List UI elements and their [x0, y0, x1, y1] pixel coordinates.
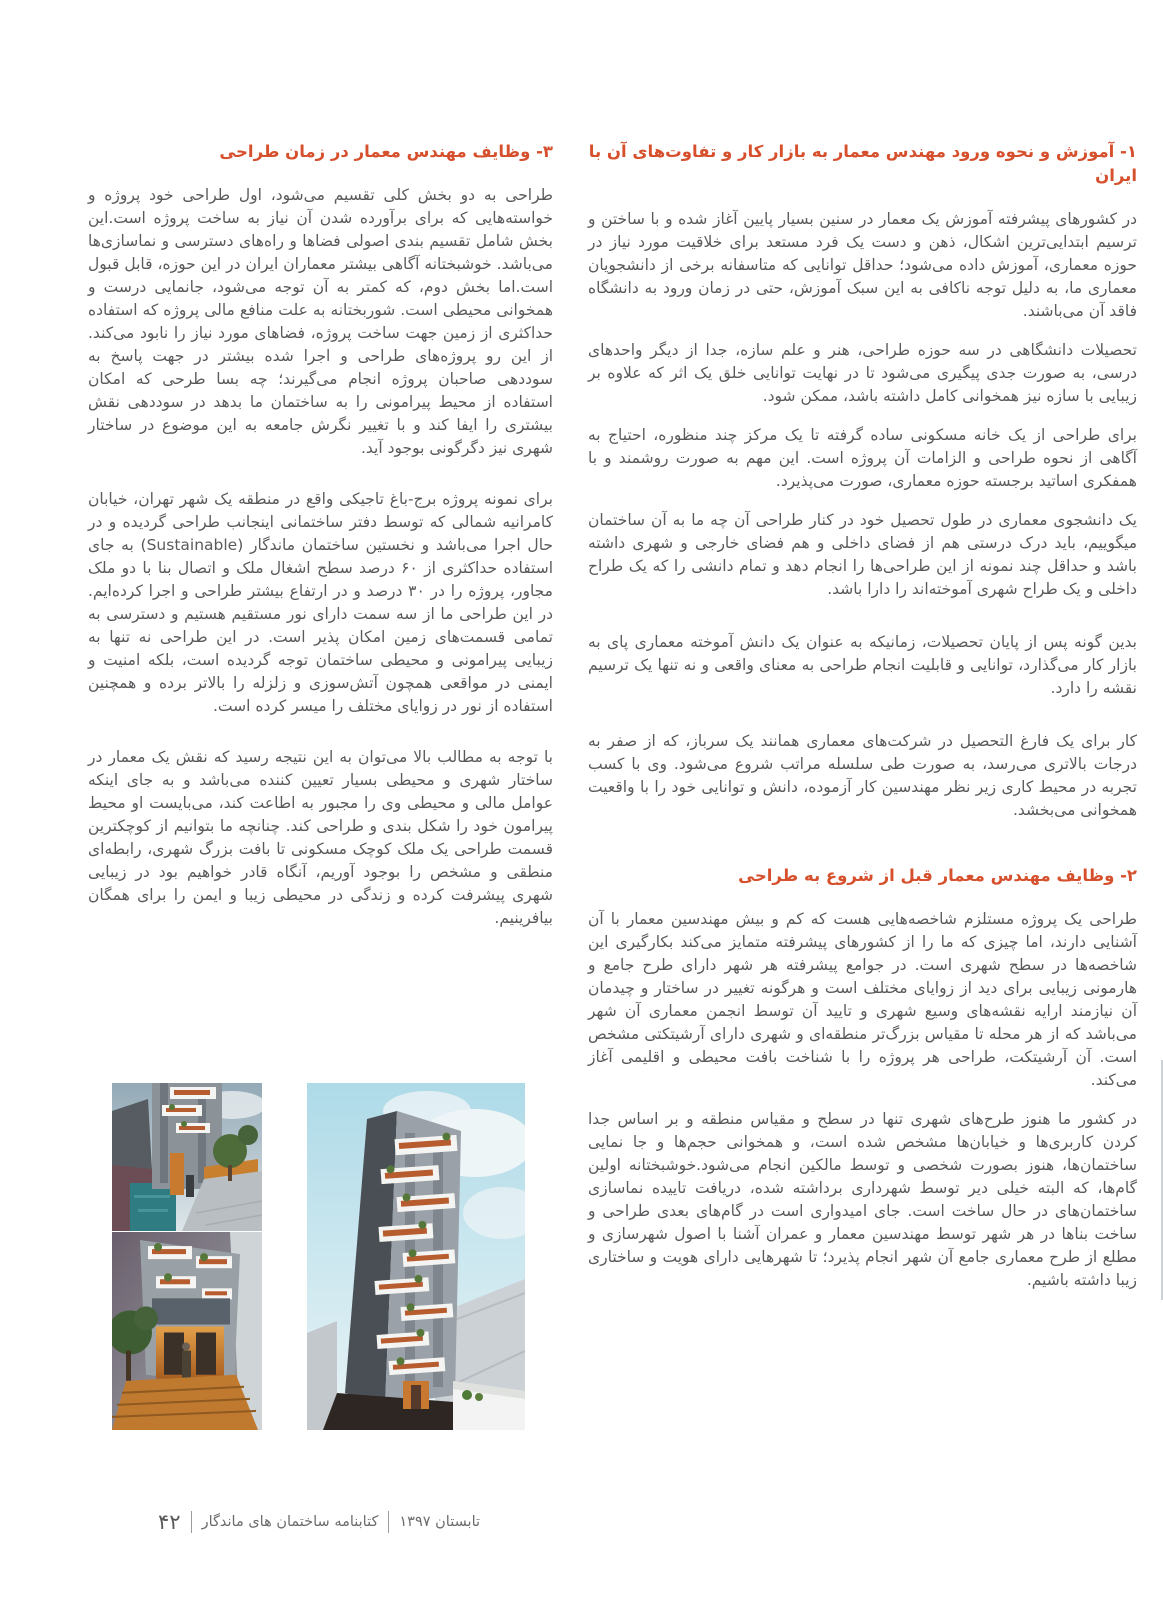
section-3-heading: ۳- وظایف مهندس معمار در زمان طراحی	[219, 142, 553, 161]
page-footer	[158, 1510, 480, 1534]
section-1-paragraph: در کشورهای پیشرفته آموزش یک معمار در سنین بسیار پایین آغاز شده و با ساختن و ترسیم ابتدایی‌ترین اشکال، ذهن و دست یک فرد مستعد برای خلاقیت مورد نیاز در حوزه معماری، آموزش داده می‌شود؛ حداقل توانایی که متاسفانه برخی از دانشجویان معماری ما، به دلیل توجه ناکافی به این سبک آموزش، حتی در زمان ورود به دانشگاه فاقد آن می‌باشند.	[588, 210, 1137, 320]
section-1-paragraph: تحصیلات دانشگاهی در سه حوزه طراحی، هنر و علم سازه، جدا از دیگر واحدهای درسی، به صورت جدی پیگیری می‌شود تا در نهایت توانایی خلق یک اثر که علاوه بر زیبایی با سازه نیز همخوانی کامل داشته باشد، ممکن شود.	[588, 341, 1137, 405]
footer-book-title: کتابنامه ساختمان های ماندگار	[201, 1514, 379, 1530]
footer-page-number: ۴۲	[158, 1510, 181, 1534]
figure-group	[88, 1083, 553, 1430]
tower-garden-full-building-render-image	[307, 1083, 525, 1430]
section-1-paragraph: بدین گونه پس از پایان تحصیلات، زمانیکه به عنوان یک دانش آموخته معماری پای به بازار کار می‌گذارد، توانایی و قابلیت انجام طراحی به معنای واقعی و نه تنها یک ترسیم نقشه را دارد.	[588, 633, 1137, 697]
tower-garden-facade-stairs-render-image	[112, 1232, 262, 1430]
column-left	[88, 140, 553, 958]
section-3-paragraph: برای نمونه پروژه برج-باغ تاجیکی واقع در منطقه یک شهر تهران، خیابان کامرانیه شمالی که توسط دفتر ساختمانی اینجانب طراحی گردیده و در حال اجرا می‌باشد و نخستین ساختمان ماندگار (Sustainable) به جای استفاده حداکثری از ۶۰ درصد سطح اشغال ملک و اتصال بنا با دو ملک مجاور، پروژه را در ۳۰ درصد و در ارتفاع بیشتر طراحی و اجرا کرده‌ایم. در این طراحی ما از سه سمت دارای نور مستقیم هستیم و دسترسی به تمامی قسمت‌های زمین امکان پذیر است. در این طراحی نه تنها به زیبایی پیرامونی و محیطی ساختمان توجه گردیده است، بلکه امنیت و ایمنی در مواقعی همچون آتش‌سوزی و زلزله را بالاتر برده و همچنین استفاده از نور در زوایای مختلف را میسر کرده است.	[88, 490, 553, 715]
section-1-paragraph: کار برای یک فارغ التحصیل در شرکت‌های معماری همانند یک سرباز، که از صفر به درجات بالاتری می‌رسد، به صورت طی سلسله مراتب شروع می‌شود. وی با کسب تجربه در محیط کاری زیر نظر مهندسین کار آزموده، دانش و توانایی خود را با واقعیت همخوانی می‌بخشد.	[588, 732, 1137, 819]
figure-facade-stairs-render	[112, 1232, 262, 1430]
footer-separator	[191, 1511, 192, 1533]
section-3-paragraph: با توجه به مطالب بالا می‌توان به این نتیجه رسید که نقش یک معمار در ساختار شهری و محیطی بسیار تعیین کننده می‌باشد و به جای اینکه عوامل مالی و محیطی وی را مجبور به اطاعت کند، می‌بایست او محیط پیرامون خود را شکل بندی و طراحی کند. چنانچه ما بتوانیم از کوچکترین قسمت طراحی یک ملک کوچک مسکونی تا بافت بزرگ شهری، رابطه‌ای منطقی و مشخص را بوجود آوریم، آنگاه قادر خواهیم بود در زیبایی شهری پیشرفت کرده و زندگی در محیطی زیبا و ایمن را برای همگان بیافرینیم.	[88, 748, 553, 927]
section-2-heading: ۲- وظایف مهندس معمار قبل از شروع به طراحی	[738, 866, 1137, 885]
figure-entrance-render	[112, 1083, 262, 1231]
column-right	[588, 140, 1137, 1308]
section-2-paragraph: در کشور ما هنوز طرح‌های شهری تنها در سطح و مقیاس منطقه و بر اساس جدا کردن کاربری‌ها و خیابان‌ها مشخص شده است، و همخوانی حجم‌ها و جا نمایی ساختمان‌ها، هنوز بصورت شخصی و توسط مالکین انجام می‌شود.خوشبختانه اولین گام‌ها، که البته خیلی دیر توسط شهرداری برداشته شده، دریافت تاییده نماسازی ساختمان‌های در حال ساخت است. جای امیدواری است در گام‌های بعدی طراحی و ساخت بناها در هر شهر توسط مهندسین معمار و عمران آشنا با اصول شهرسازی و مطلع از طرح معماری جامع آن شهر انجام پذیرد؛ تا شهرهایی دارای هویت و ساختاری زیبا داشته باشیم.	[588, 1110, 1137, 1289]
footer-season-year: تابستان ۱۳۹۷	[399, 1514, 481, 1530]
section-1-paragraph: برای طراحی از یک خانه مسکونی ساده گرفته تا یک مرکز چند منظوره، احتیاج به آگاهی از نحوه طراحی و الزامات آن پروژه است. این مهم به صورت روشمند و با همفکری اساتید برجسته حوزه معماری، صورت می‌پذیرد.	[588, 426, 1137, 490]
section-3-paragraph: طراحی به دو بخش کلی تقسیم می‌شود، اول طراحی خود پروژه و خواسته‌هایی که برای برآورده شدن آن نیاز به ساخت پروژه است.این بخش شامل تقسیم بندی اصولی فضاها و راه‌های دسترسی و نماسازی‌ها می‌باشد. خوشبختانه آگاهی بیشتر معماران ایران در این حوزه، قابل قبول است.اما بخش دوم، که کمتر به آن توجه می‌شود، جانمایی درست و همخوانی محیطی است. شوربختانه به علت منافع مالی پروژه که استفاده حداکثری از زمین جهت ساخت پروژه، فضاهای مورد نیاز را نابود می‌کند. از این رو پروژه‌های طراحی و اجرا شده بیشتر در جهت پاسخ به سوددهی صاحبان پروژه انجام می‌گیرند؛ چه بسا طرحی که امکان استفاده از محیط پیرامونی را به ساختمان ما بدهد در سوددهی نقش بیشتری را ایفا کند و با تغییر نگرش جامعه به این موضوع در ساختار شهری نیز دگرگونی بوجود آید.	[88, 186, 553, 457]
section-1-paragraph: یک دانشجوی معماری در طول تحصیل خود در کنار طراحی آن چه ما به آن ساختمان میگوییم، باید درک درستی هم از فضای داخلی و هم فضای خارجی و شهری داشته باشد و حداقل چند نمونه از این طراحی‌ها را انجام دهد و تمام دانشی را که یک طراح داخلی و یک طراح شهری آموخته‌اند را دارا باشد.	[588, 511, 1137, 598]
footer-separator	[388, 1511, 389, 1533]
section-2-paragraph: طراحی یک پروژه مستلزم شاخصه‌هایی هست که کم و بیش مهندسین معمار با آن آشنایی دارند، اما چیزی که ما را از کشورهای پیشرفته متمایز می‌کند بکارگیری این شاخصه‌ها در سطح شهری است. در جوامع پیشرفته هر شهر دارای طرح جامع و هارمونی زیبایی برای دید از زوایای مختلف است و هرگونه تغییر در ساختار و چیدمان آن نیازمند ارایه نقشه‌های وسیع شهری و تایید آن توسط انجمن معماری آن شهر می‌باشد که از هر محله تا مقیاس بزرگ‌تر منطقه‌ای و شهری دارای آرشیتکتی مشخص است. آن آرشیتکت، طراحی هر پروژه را با شناخت بافت محیطی و اقلیمی آغاز می‌کند.	[588, 910, 1137, 1089]
section-1-heading: ۱- آموزش و نحوه ورود مهندس معمار به بازار کار و تفاوت‌های آن با ایران	[588, 142, 1137, 185]
figure-tower-render	[307, 1083, 525, 1430]
tower-garden-entrance-render-image	[112, 1083, 262, 1231]
